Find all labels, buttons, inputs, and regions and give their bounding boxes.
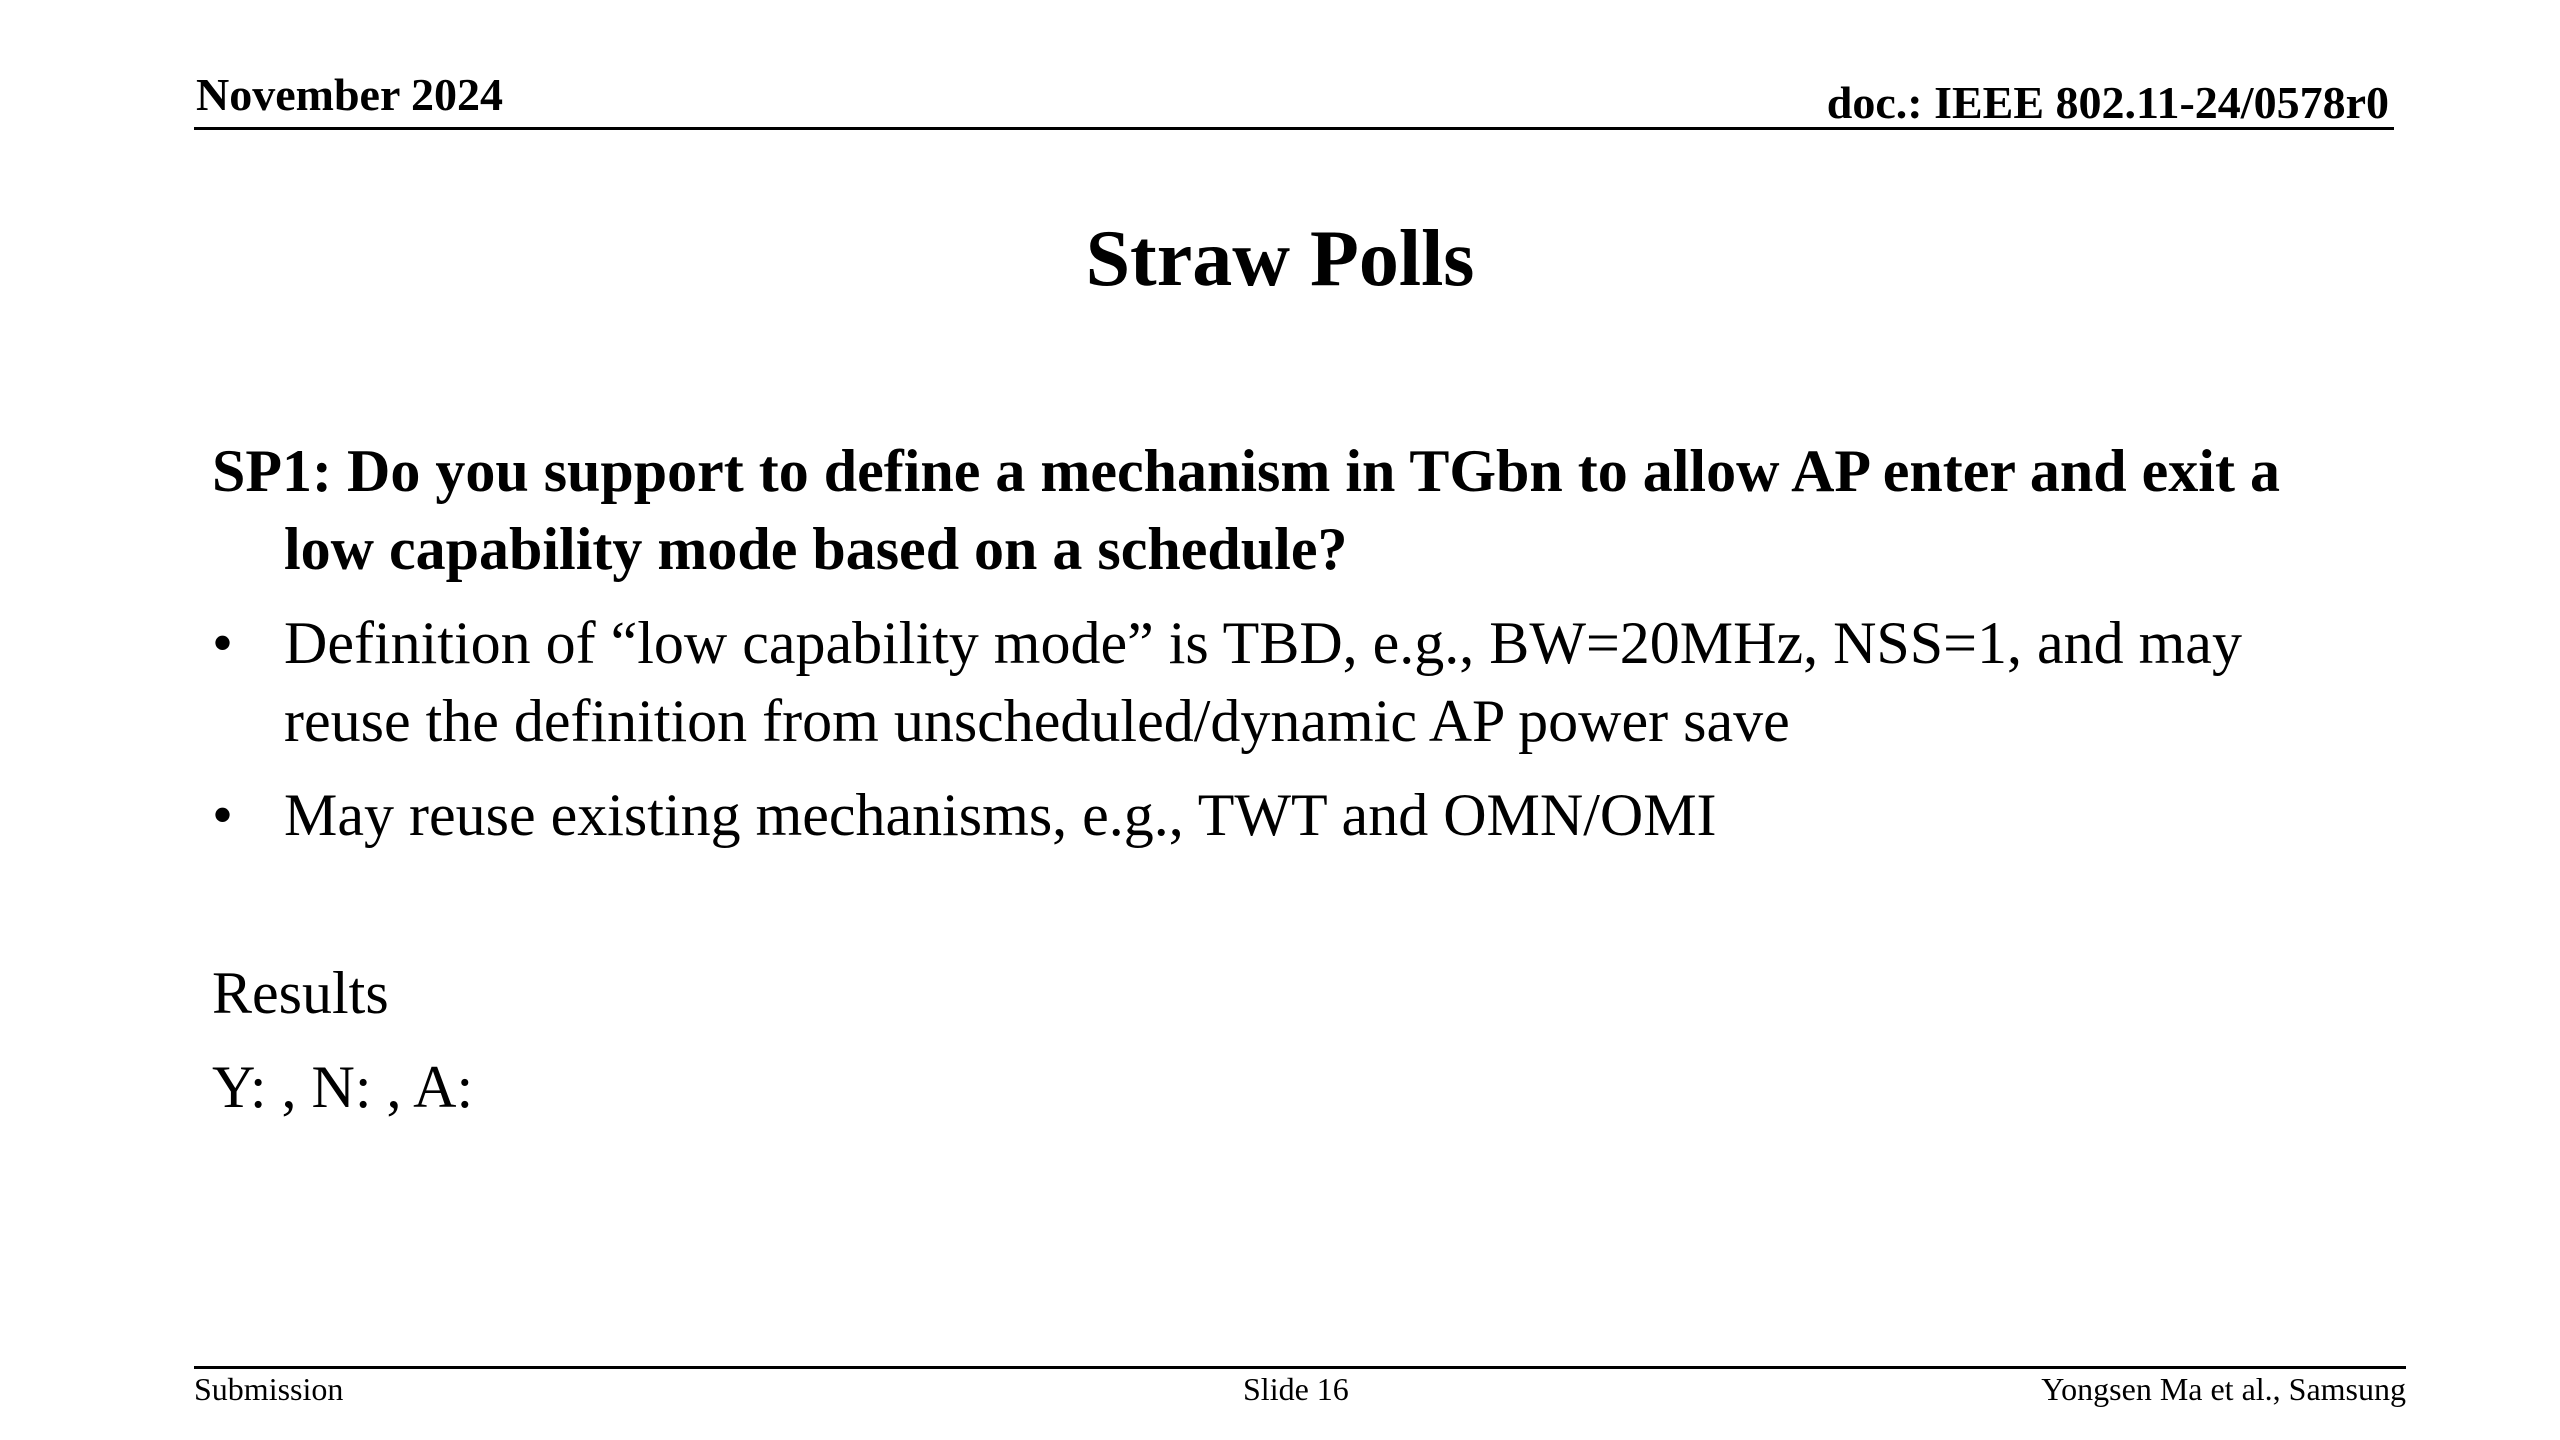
bullet-item [212,776,2362,854]
footer-divider [194,1366,2406,1369]
slide-body [212,432,2362,1126]
bullet-text: May reuse existing mechanisms, e.g., TWT and OMN/OMI [284,782,1717,848]
results-values: Y: , N: , A: [212,1054,474,1120]
bullet-icon: • [212,782,234,848]
header-doc-id: doc.: IEEE 802.11-24/0578r0 [1826,77,2389,128]
bullet-icon: • [212,610,234,676]
footer-slide-number: Slide 16 [1243,1371,1349,1407]
footer-submission: Submission [194,1371,344,1407]
bullet-text: Definition of “low capability mode” is TBD, e.g., BW=20MHz, NSS=1, and may reuse the definition from unscheduled/dynamic AP power save [284,610,2242,754]
footer-author: Yongsen Ma et al., Samsung [2041,1371,2406,1407]
straw-poll-question: SP1: Do you support to define a mechanism in TGbn to allow AP enter and exit a low capability mode based on a schedule? [212,438,2280,582]
header-date: November 2024 [196,69,504,120]
header-divider [194,127,2394,130]
bullet-list [212,604,2362,854]
results-label: Results [212,960,389,1026]
slide-title: Straw Polls [1085,215,1475,303]
bullet-item [212,604,2362,760]
